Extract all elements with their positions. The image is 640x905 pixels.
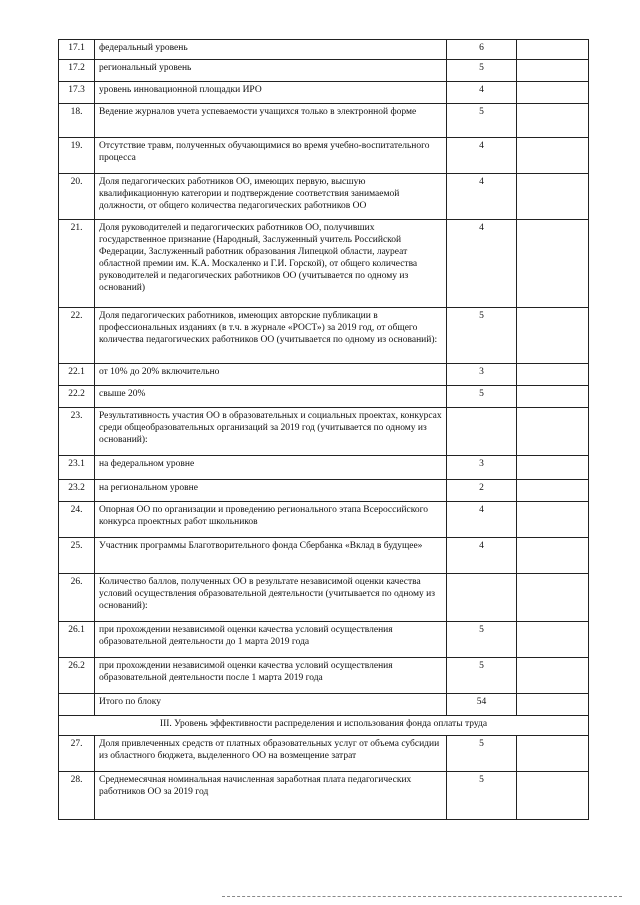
- row-actual: [517, 308, 589, 364]
- row-criterion: свыше 20%: [95, 386, 447, 408]
- row-criterion: Результативность участия ОО в образовательных и социальных проектах, конкурсах среди общеобразовательных организаций за 2019 год (учитывается по одному из оснований):: [95, 408, 447, 456]
- row-criterion: Среднемесячная номинальная начисленная заработная плата педагогических работников ОО за 2019 год: [95, 772, 447, 820]
- row-criterion: Доля педагогических работников ОО, имеющих первую, высшую квалификационную категории и подтверждение соответствия занимаемой должности, от общего количества педагогических работников ОО: [95, 174, 447, 220]
- row-number: 17.2: [59, 60, 95, 82]
- section-row: [59, 716, 589, 736]
- row-actual: [517, 82, 589, 104]
- row-score: 5: [447, 308, 517, 364]
- row-number: 28.: [59, 772, 95, 820]
- row-actual: [517, 772, 589, 820]
- page-edge-line: [222, 896, 622, 898]
- row-score: 3: [447, 456, 517, 480]
- row-score: 5: [447, 622, 517, 658]
- row-criterion: при прохождении независимой оценки качества условий осуществления образовательной деятельности после 1 марта 2019 года: [95, 658, 447, 694]
- row-number: 27.: [59, 736, 95, 772]
- row-score: [447, 574, 517, 622]
- row-number: 26.2: [59, 658, 95, 694]
- row-number: 22.2: [59, 386, 95, 408]
- row-actual: [517, 60, 589, 82]
- row-score: 4: [447, 538, 517, 574]
- row-score: 5: [447, 736, 517, 772]
- row-actual: [517, 220, 589, 308]
- row-number: 21.: [59, 220, 95, 308]
- row-criterion: Количество баллов, полученных ОО в результате независимой оценки качества условий осуществления образовательной деятельности (учитывается по одному из оснований):: [95, 574, 447, 622]
- row-number: 26.: [59, 574, 95, 622]
- row-actual: [517, 694, 589, 716]
- row-number: 20.: [59, 174, 95, 220]
- row-score: 4: [447, 502, 517, 538]
- table-row: [59, 40, 589, 60]
- table-row: [59, 104, 589, 138]
- row-actual: [517, 574, 589, 622]
- table-row: [59, 138, 589, 174]
- row-number: 23.1: [59, 456, 95, 480]
- row-actual: [517, 386, 589, 408]
- row-score: 5: [447, 104, 517, 138]
- row-number: 25.: [59, 538, 95, 574]
- row-number: 19.: [59, 138, 95, 174]
- table-row: [59, 480, 589, 502]
- row-criterion: Участник программы Благотворительного фонда Сбербанка «Вклад в будущее»: [95, 538, 447, 574]
- row-actual: [517, 658, 589, 694]
- row-actual: [517, 104, 589, 138]
- row-score: 5: [447, 60, 517, 82]
- table-row: [59, 408, 589, 456]
- row-score: 54: [447, 694, 517, 716]
- row-number: 23.: [59, 408, 95, 456]
- row-criterion: на региональном уровне: [95, 480, 447, 502]
- row-criterion: федеральный уровень: [95, 40, 447, 60]
- row-score: 4: [447, 82, 517, 104]
- row-actual: [517, 138, 589, 174]
- criteria-rows-after: [59, 736, 589, 820]
- row-number: [59, 694, 95, 716]
- row-criterion: Отсутствие травм, полученных обучающимися во время учебно-воспитательного процесса: [95, 138, 447, 174]
- table-row: [59, 772, 589, 820]
- row-actual: [517, 40, 589, 60]
- row-score: 6: [447, 40, 517, 60]
- row-score: 4: [447, 174, 517, 220]
- row-actual: [517, 364, 589, 386]
- row-score: 5: [447, 658, 517, 694]
- row-actual: [517, 736, 589, 772]
- row-score: 5: [447, 772, 517, 820]
- table-row: [59, 386, 589, 408]
- row-actual: [517, 456, 589, 480]
- table-row: [59, 308, 589, 364]
- row-criterion: Доля руководителей и педагогических работников ОО, получивших государственное признание (Народный, Заслуженный учитель Российской Федерации, Заслуженный работник образования Липецкой области, лауреат областной премии им. К.А. Москаленко и Г.И. Горской), от общего количества руководителей и педагогических работников ОО (учитывается по одному из оснований): [95, 220, 447, 308]
- row-number: 26.1: [59, 622, 95, 658]
- table-row: [59, 82, 589, 104]
- row-criterion: на федеральном уровне: [95, 456, 447, 480]
- row-actual: [517, 502, 589, 538]
- table-row: [59, 694, 589, 716]
- table-row: [59, 538, 589, 574]
- row-number: 22.1: [59, 364, 95, 386]
- row-actual: [517, 480, 589, 502]
- row-criterion: Ведение журналов учета успеваемости учащихся только в электронной форме: [95, 104, 447, 138]
- row-criterion: уровень инновационной площадки ИРО: [95, 82, 447, 104]
- criteria-table: [58, 39, 589, 820]
- row-score: 3: [447, 364, 517, 386]
- row-criterion: от 10% до 20% включительно: [95, 364, 447, 386]
- row-score: 2: [447, 480, 517, 502]
- section-title: III. Уровень эффективности распределения и использования фонда оплаты труда: [59, 716, 589, 736]
- row-number: 17.3: [59, 82, 95, 104]
- row-criterion: Опорная ОО по организации и проведению регионального этапа Всероссийского конкурса проектных работ школьников: [95, 502, 447, 538]
- table-row: [59, 220, 589, 308]
- row-score: 4: [447, 220, 517, 308]
- row-criterion: при прохождении независимой оценки качества условий осуществления образовательной деятельности до 1 марта 2019 года: [95, 622, 447, 658]
- table-row: [59, 622, 589, 658]
- row-actual: [517, 408, 589, 456]
- row-number: 18.: [59, 104, 95, 138]
- row-score: [447, 408, 517, 456]
- table-row: [59, 658, 589, 694]
- row-criterion: Доля привлеченных средств от платных образовательных услуг от объема субсидии из областного бюджета, выделенного ОО на возмещение затрат: [95, 736, 447, 772]
- row-criterion: Итого по блоку: [95, 694, 447, 716]
- table-row: [59, 574, 589, 622]
- table-row: [59, 174, 589, 220]
- row-actual: [517, 538, 589, 574]
- row-score: 5: [447, 386, 517, 408]
- table-row: [59, 456, 589, 480]
- criteria-rows: [59, 40, 589, 716]
- row-actual: [517, 174, 589, 220]
- row-actual: [517, 622, 589, 658]
- table-row: [59, 502, 589, 538]
- row-number: 23.2: [59, 480, 95, 502]
- row-criterion: Доля педагогических работников, имеющих авторские публикации в профессиональных изданиях (в т.ч. в журнале «РОСТ») за 2019 год, от общего количества педагогических работников ОО (учитывается по одному из оснований):: [95, 308, 447, 364]
- row-score: 4: [447, 138, 517, 174]
- table-row: [59, 364, 589, 386]
- row-number: 22.: [59, 308, 95, 364]
- table-row: [59, 60, 589, 82]
- row-criterion: региональный уровень: [95, 60, 447, 82]
- row-number: 24.: [59, 502, 95, 538]
- row-number: 17.1: [59, 40, 95, 60]
- table-row: [59, 736, 589, 772]
